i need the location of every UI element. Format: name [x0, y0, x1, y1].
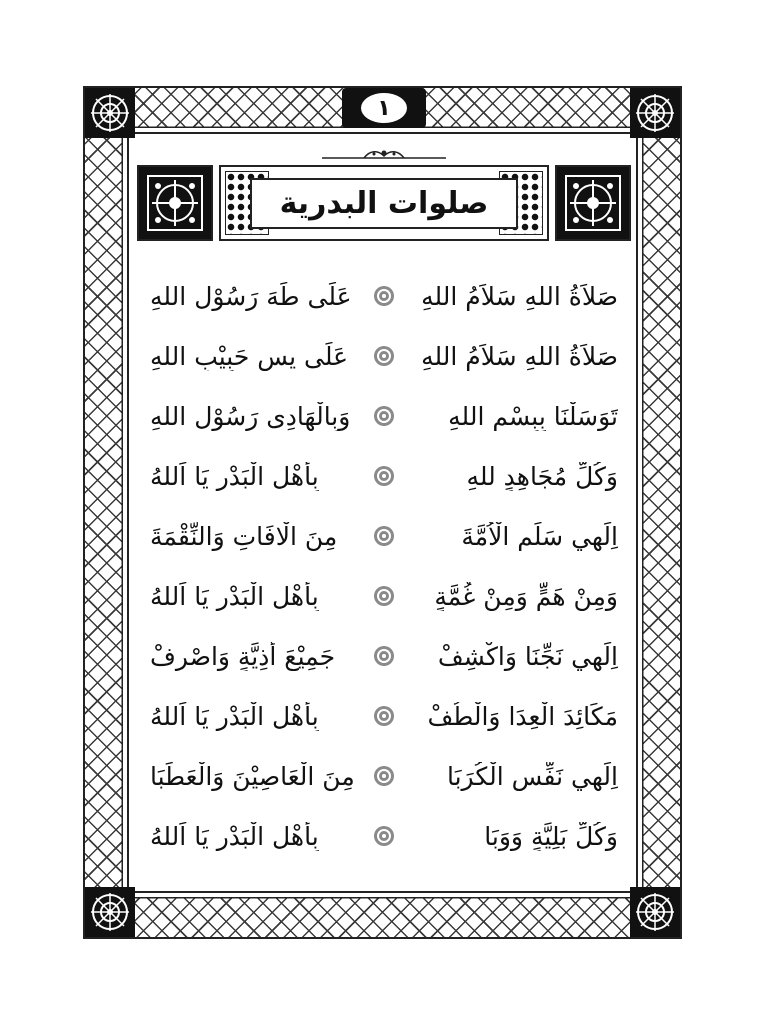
title-box [219, 165, 549, 241]
verse-first-hemistich: صَلاَةُ اللهِ سَلاَمُ اللهِ [421, 341, 618, 371]
rosette-separator-icon [360, 824, 408, 848]
verse-list [150, 266, 618, 866]
rosette-separator-icon [360, 644, 408, 668]
verse-row [150, 386, 618, 446]
verse-second-hemistich: بِأَهْلِ الْبَدْرِ يَا اَللهُ [150, 821, 319, 851]
verse-second-hemistich: عَلَى يس حَبِيْبِ اللهِ [150, 341, 349, 371]
verse-row [150, 266, 618, 326]
verse-row [150, 746, 618, 806]
rosette-separator-icon [360, 344, 408, 368]
rosette-separator-icon [360, 404, 408, 428]
title-panel-left [137, 165, 213, 241]
rosette-separator-icon [360, 704, 408, 728]
verse-first-hemistich: وَكُلِّ مُجَاهِدٍ للهِ [466, 461, 618, 491]
verse-row [150, 506, 618, 566]
verse-first-hemistich: وَكُلِّ بَلِيَّةٍ وَوَبَا [484, 821, 618, 851]
verse-row [150, 566, 618, 626]
verse-row [150, 806, 618, 866]
verse-second-hemistich: مِنَ الْافَاتِ وَالنِّقْمَةَ [150, 521, 338, 551]
page-title: صلوات البدرية [279, 185, 489, 221]
corner-ornament-top-right [630, 88, 680, 138]
rosette-separator-icon [360, 284, 408, 308]
verse-second-hemistich: بِأَهْلِ الْبَدْرِ يَا اَللهُ [150, 581, 319, 611]
verse-first-hemistich: اِلَهِي نَجِّنَا وَاكْشِفْ [437, 641, 618, 671]
verse-row [150, 326, 618, 386]
verse-second-hemistich: مِنَ الْعَاصِيْنَ وَالْعَطَبَا [150, 761, 355, 791]
page-number-badge [342, 88, 426, 128]
flourish-ornament [320, 148, 448, 162]
verse-row [150, 686, 618, 746]
verse-first-hemistich: صَلاَةُ اللهِ سَلاَمُ اللهِ [421, 281, 618, 311]
verse-second-hemistich: وَبِالْهَادِى رَسُوْلِ اللهِ [150, 401, 351, 431]
rosette-separator-icon [360, 524, 408, 548]
corner-ornament-bottom-left [85, 887, 135, 937]
title-panel-right [555, 165, 631, 241]
corner-ornament-top-left [85, 88, 135, 138]
verse-second-hemistich: عَلَى طَهَ رَسُوْلِ اللهِ [150, 281, 352, 311]
verse-first-hemistich: اِلَهِي سَلِّمِ الْاُمَّةَ [461, 521, 618, 551]
rosette-separator-icon [360, 764, 408, 788]
title-band [137, 165, 631, 241]
rosette-separator-icon [360, 464, 408, 488]
verse-second-hemistich: بِأَهْلِ الْبَدْرِ يَا اَللهُ [150, 701, 319, 731]
verse-row [150, 626, 618, 686]
verse-first-hemistich: اِلَهِي نَفِّسِ الْكُرَبَا [446, 761, 618, 791]
rosette-separator-icon [360, 584, 408, 608]
corner-ornament-bottom-right [630, 887, 680, 937]
verse-row [150, 446, 618, 506]
verse-first-hemistich: مَكَائِدَ الْعِدَا وَالْطُفْ [427, 701, 618, 731]
verse-first-hemistich: وَمِنْ هَمٍّ وَمِنْ غُمَّةٍ [434, 581, 618, 611]
verse-first-hemistich: تَوَسَلْنَا بِبِسْمِ اللهِ [448, 401, 618, 431]
verse-second-hemistich: بِأَهْلِ الْبَدْرِ يَا اَللهُ [150, 461, 319, 491]
page-number: ١ [377, 95, 391, 121]
verse-second-hemistich: جَمِيْعَ أَذِيَّةٍ وَاصْرِفْ [150, 641, 336, 671]
